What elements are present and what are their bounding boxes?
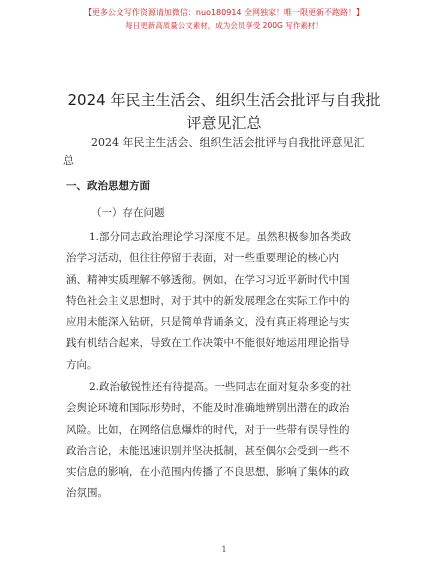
paragraph-line: 2.政治敏锐性还有待提高。一些同志在面对复杂多变的社 bbox=[89, 381, 352, 393]
paragraph-line: 1.部分同志政治理论学习深度不足。虽然积极参加各类政 bbox=[89, 231, 352, 243]
paragraph-1 bbox=[66, 227, 392, 376]
paragraph-line: 涵、精神实质理解不够透彻。例如，在学习习近平新时代中国 bbox=[66, 273, 350, 286]
paragraph-line: 实信息的影响，在小范围内传播了不良思想，影响了集体的政 bbox=[66, 466, 350, 479]
paragraph-line: 特色社会主义思想时，对于其中的新发展理念在实际工作中的 bbox=[66, 294, 350, 307]
paragraph-line: 会舆论环境和国际形势时，不能及时准确地辨别出潜在的政治 bbox=[66, 402, 350, 415]
subsection-heading: （一）存在问题 bbox=[91, 207, 165, 219]
promo-banner-line-2: 每日更新高质量公文素材，成为会员享受 200G 写作素材！ bbox=[125, 21, 323, 30]
paragraph-line: 风险。比如，在网络信息爆炸的时代，对于一些带有误导性的 bbox=[66, 423, 350, 436]
paragraph-line: 治学习活动，但往往停留于表面，对一些重要理论的核心内 bbox=[66, 252, 339, 265]
document-title-line-1: 2024 年民主生活会、组织生活会批评与自我批 bbox=[67, 91, 381, 109]
paragraph-line: 政治言论，未能迅速识别并坚决抵制，甚至偶尔会受到一些不 bbox=[66, 444, 350, 457]
document-subtitle-line-1: 2024 年民主生活会、组织生活会批评与自我批评意见汇 bbox=[91, 136, 365, 149]
document-subtitle-line-2: 总 bbox=[63, 154, 74, 167]
page-number: 1 bbox=[221, 545, 227, 554]
document-title-line-2: 评意见汇总 bbox=[186, 114, 262, 132]
promo-banner-line-1: 【更多公文写作资源请加微信：nuo180914 全网独家！唯一限更新不跑路！】 bbox=[83, 8, 365, 17]
paragraph-line: 践有机结合起来，导致在工作决策中不能很好地运用理论指导 bbox=[66, 337, 350, 350]
paragraph-line: 治氛围。 bbox=[66, 487, 108, 500]
section-heading: 一、政治思想方面 bbox=[66, 180, 150, 192]
paragraph-line: 方向。 bbox=[66, 358, 98, 371]
paragraph-2 bbox=[66, 377, 392, 505]
paragraph-line: 应用未能深入钻研，只是简单背诵条文，没有真正将理论与实 bbox=[66, 316, 350, 329]
